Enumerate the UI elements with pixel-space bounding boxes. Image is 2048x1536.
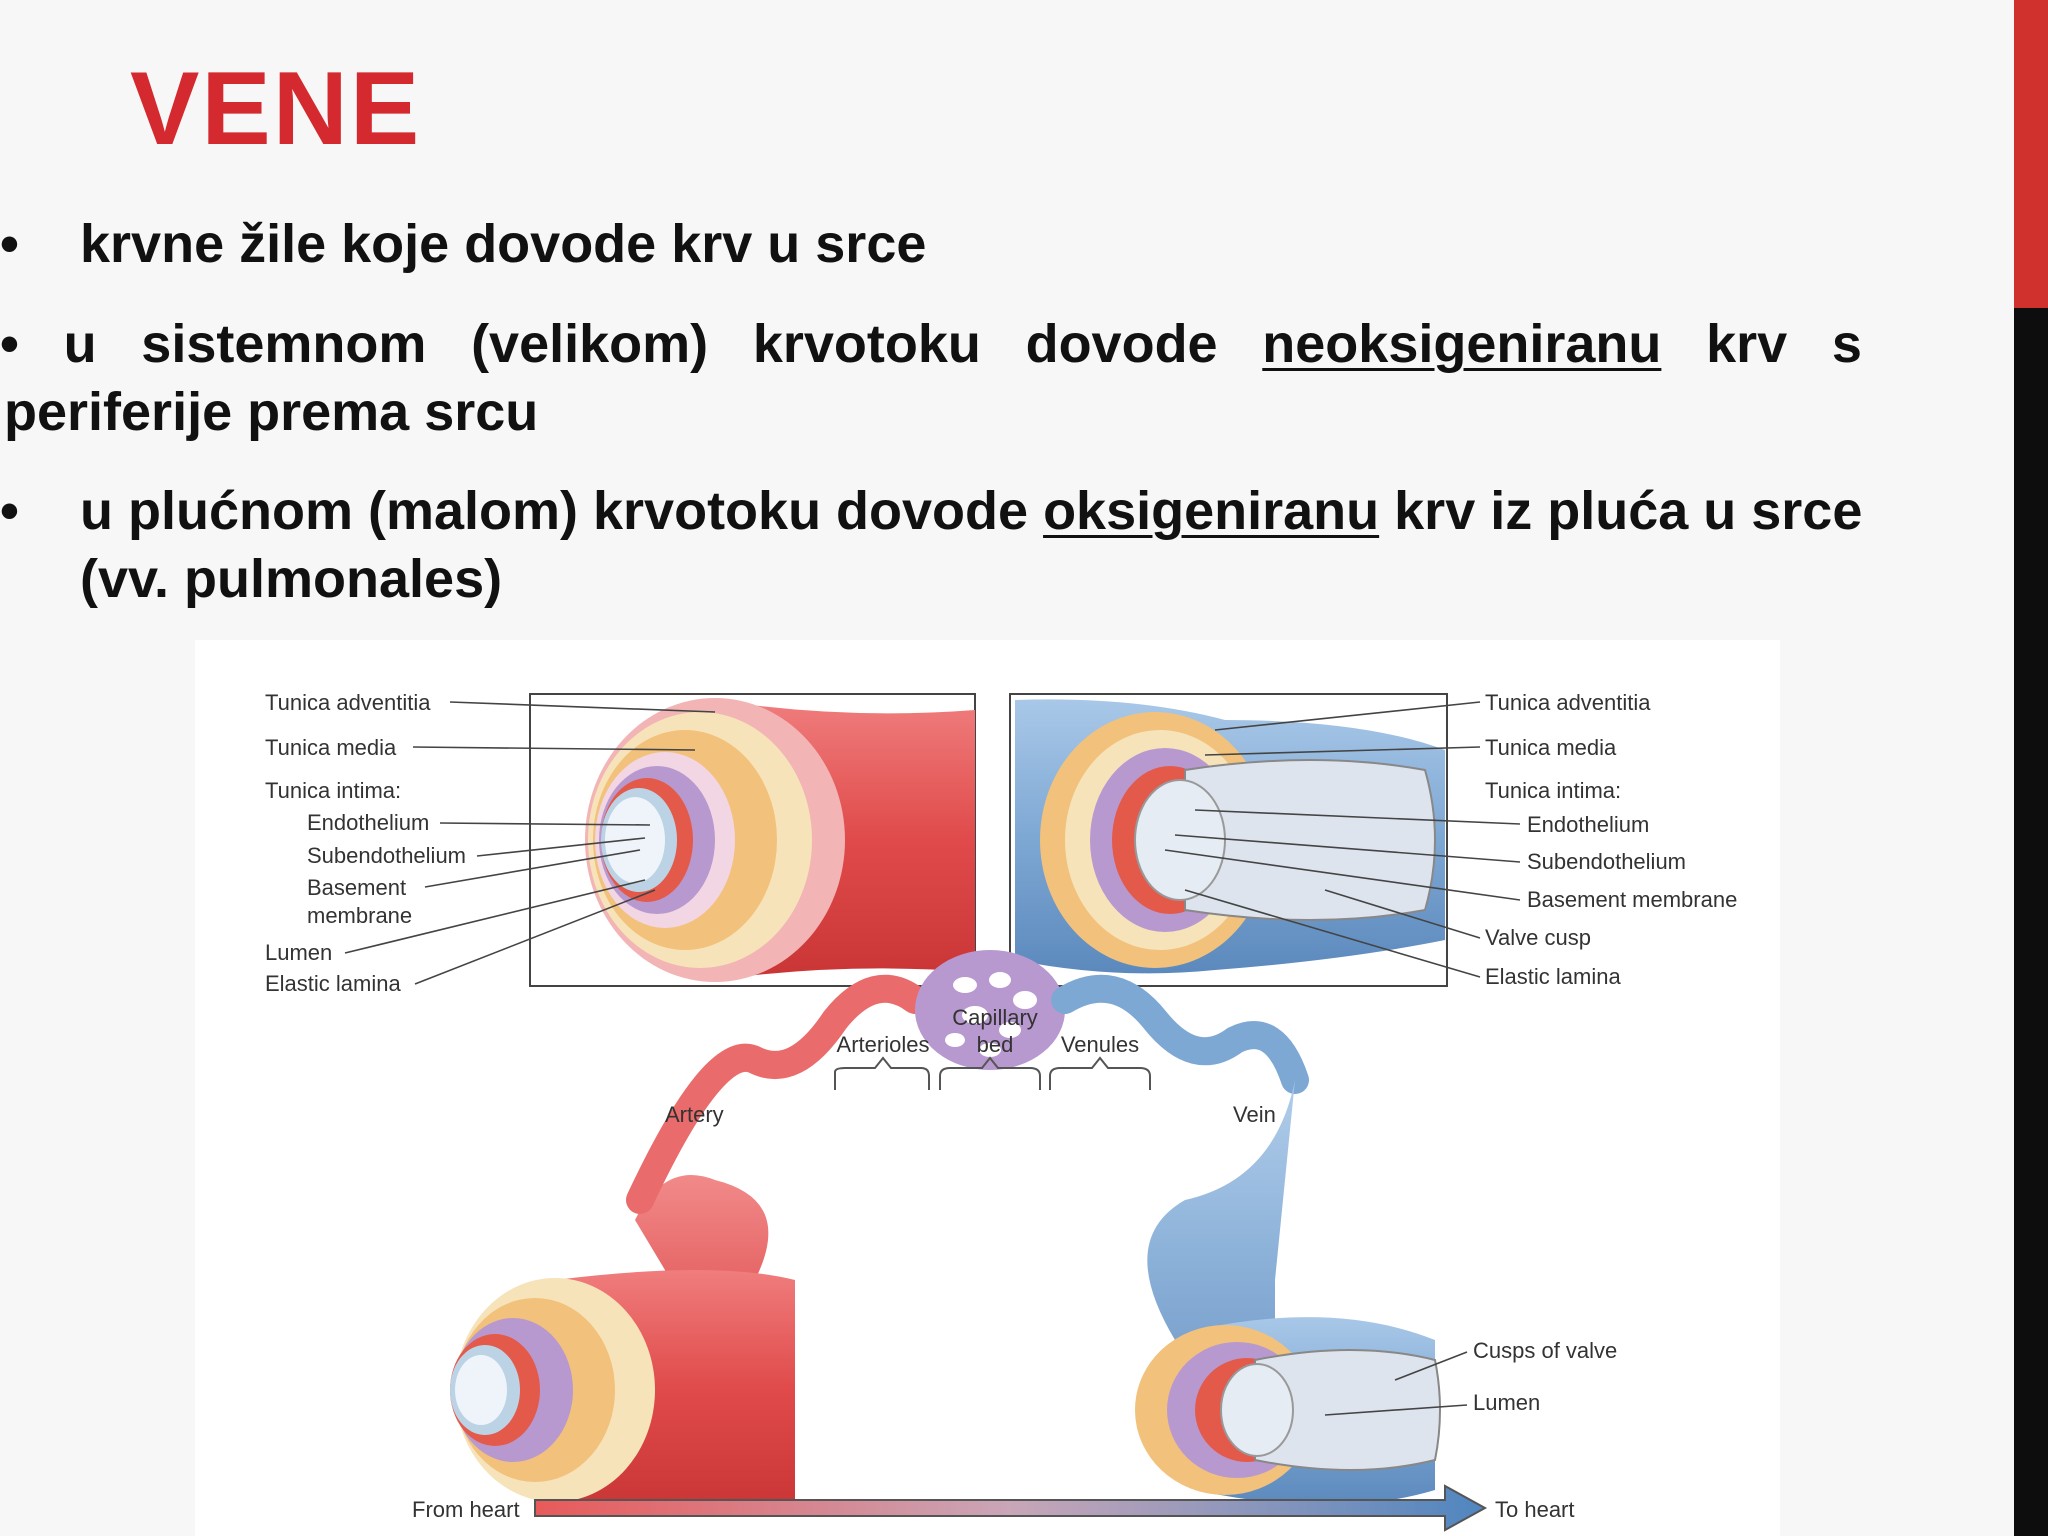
label-basement-membrane: Basement membrane [1527, 887, 1738, 912]
label-endothelium: Endothelium [1527, 812, 1650, 837]
capillary-bed-illustration [450, 950, 1440, 1510]
label-membrane: membrane [307, 903, 413, 928]
label-artery: Artery [665, 1102, 724, 1127]
label-lumen-bottom: Lumen [1473, 1390, 1541, 1415]
bullet-3-line-1 [80, 477, 1862, 545]
bullet-2-word: s [1831, 314, 1862, 374]
bullet-2-word: sistemnom [141, 314, 427, 374]
bullet-dot: • [0, 314, 19, 374]
label-venules: Venules [1060, 1032, 1140, 1057]
underlined-term: oksigeniranu [1043, 481, 1380, 541]
label-elastic-lamina: Elastic lamina [1485, 964, 1621, 989]
bullet-dot: • [0, 481, 19, 541]
bullet-2-word: (velikom) [471, 314, 709, 374]
label-from-heart: From heart [412, 1497, 520, 1522]
label-subendothelium: Subendothelium [1527, 849, 1687, 874]
bullet-2-word: u [63, 314, 97, 374]
bullet-3-line-2: (vv. pulmonales) [80, 549, 503, 609]
label-valve-cusp: Valve cusp [1485, 925, 1591, 950]
bullet-1-text: krvne žile koje dovode krv u srce [80, 214, 927, 274]
label-elastic-lamina: Elastic lamina [265, 971, 401, 996]
label-tunica-adventitia: Tunica adventitia [265, 690, 431, 715]
accent-bar-black [2014, 308, 2048, 1536]
label-lumen: Lumen [265, 940, 333, 965]
label-tunica-intima: Tunica intima: [1485, 778, 1622, 803]
vessel-diagram [195, 640, 1780, 1536]
label-arterioles: Arterioles [836, 1032, 930, 1057]
label-endothelium: Endothelium [307, 810, 430, 835]
slide-title: VENE [130, 51, 422, 167]
vein-illustration [1010, 694, 1447, 986]
bullet-3-text-before: u plućnom (malom) krvotoku dovode [80, 481, 1044, 541]
label-tunica-intima: Tunica intima: [265, 778, 402, 803]
label-to-heart: To heart [1495, 1497, 1575, 1522]
accent-bar-red [2014, 0, 2048, 308]
underlined-term: neoksigeniranu [1262, 314, 1662, 374]
label-tunica-media: Tunica media [265, 735, 397, 760]
label-vein: Vein [1233, 1102, 1276, 1127]
label-subendothelium: Subendothelium [307, 843, 467, 868]
vessel-diagram-svg [195, 640, 1780, 1536]
bullet-3-text-after: krv iz pluća u srce [1379, 481, 1863, 541]
bullet-2-line-2: periferije prema srcu [4, 382, 539, 442]
label-basement: Basement [307, 875, 407, 900]
label-tunica-media: Tunica media [1485, 735, 1617, 760]
bullet-dot: • [0, 214, 19, 274]
label-capillary-line-2: bed [976, 1032, 1014, 1057]
label-cusps-of-valve: Cusps of valve [1473, 1338, 1618, 1363]
artery-illustration [530, 694, 975, 986]
label-capillary-line-1: Capillary [952, 1005, 1038, 1030]
bullet-2-word: dovode [1025, 314, 1218, 374]
bullet-2-line-1 [0, 310, 1862, 378]
label-tunica-adventitia: Tunica adventitia [1485, 690, 1651, 715]
bullet-2-word: krv [1706, 314, 1788, 374]
bullet-2-word: krvotoku [752, 314, 981, 374]
